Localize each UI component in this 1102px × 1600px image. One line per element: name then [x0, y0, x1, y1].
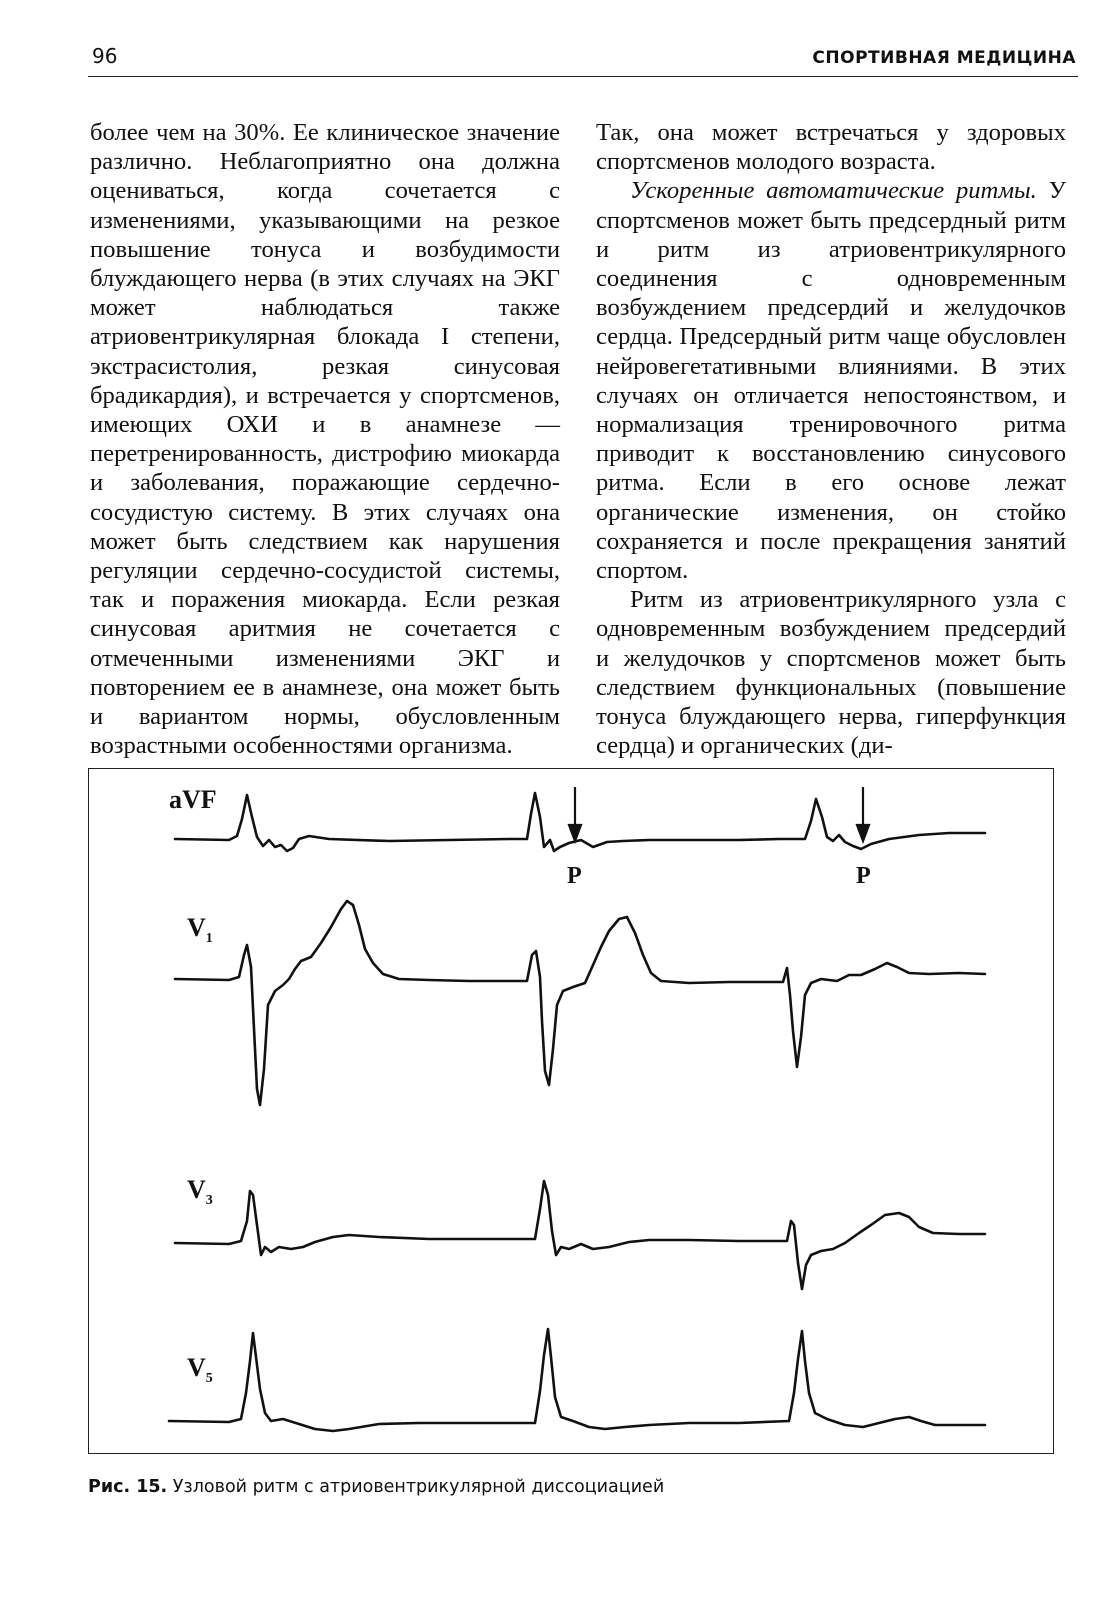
- left-paragraph-1: более чем на 30%. Ее клиническое значение различно. Неблагоприятно она должна оцениваться, когда сочетается с изменениями, указывающими на резкое повышение тонуса и возбудимости блуждающего нерва (в этих случаях на ЭКГ может наблюдаться также атриовентрикулярная блокада I степени, экстрасистолия, резкая синусовая брадикардия), и встречается у спортсменов, имеющих ОХИ и в анамнезе — перетренированность, дистрофию миокарда и заболевания, поражающие сердечно-сосудистую систему. В этих случаях она может быть следствием как нарушения регуляции сердечно-сосудистой системы, так и поражения миокарда. Если резкая синусовая аритмия не сочетается с отмеченными изменениями ЭКГ и повторением ее в анамнезе, она может быть и вариантом нормы, обусловленным возрастными особенностями организма.: [90, 119, 560, 760]
- arrow-head-icon: [569, 825, 581, 841]
- lead-label-v3: $V_3$: [187, 1175, 213, 1209]
- p-wave-label-1: P: [567, 863, 582, 889]
- caption-number: Рис. 15.: [88, 1477, 168, 1497]
- right-column: [596, 118, 1066, 760]
- lead-label-avf: aVF: [169, 785, 217, 814]
- caption-text: Узловой ритм с атриовентрикулярной диссоциацией: [167, 1477, 665, 1497]
- ecg-trace-v1: [175, 901, 985, 1105]
- right-paragraph-2-text: У спортсменов может быть предсердный ритм и ритм из атриовентрикулярного соединения с одновременным возбуждением предсердий и желудочков сердца. Предсердный ритм чаще обусловлен нейровегетативными влияниями. В этих случаях он отличается непостоянством, и нормализация тренировочного ритма приводит к восстановлению синусового ритма. Если в его основе лежат органические изменения, он стойко сохраняется и после прекращения занятий спортом.: [596, 177, 1066, 585]
- section-heading-italic: Ускоренные автоматические ритмы.: [630, 177, 1037, 205]
- arrow-head-icon: [857, 825, 869, 841]
- lead-label-v5: $V_5$: [187, 1353, 213, 1387]
- ecg-trace-v5: [169, 1329, 985, 1431]
- figure-caption: [88, 1477, 664, 1497]
- page-number: 96: [92, 44, 118, 68]
- header-rule: [88, 76, 1078, 77]
- ecg-figure: [88, 768, 1054, 1454]
- p-wave-label-2: P: [856, 863, 871, 889]
- p-wave-arrows: [569, 787, 869, 841]
- ecg-trace-v3: [175, 1181, 985, 1289]
- left-column: [90, 118, 560, 760]
- lead-label-v1: $V_1$: [187, 913, 213, 947]
- right-paragraph-3: Ритм из атриовентрикулярного узла с одновременным возбуждением предсердий и желудочков у спортсменов может быть следствием функциональных (повышение тонуса блуждающего нерва, гиперфункция сердца) и органических (ди-: [596, 586, 1066, 760]
- right-paragraph-1: Так, она может встречаться у здоровых спортсменов молодого возраста.: [596, 119, 1066, 176]
- right-paragraph-2: [596, 176, 1066, 585]
- running-title: СПОРТИВНАЯ МЕДИЦИНА: [812, 48, 1076, 68]
